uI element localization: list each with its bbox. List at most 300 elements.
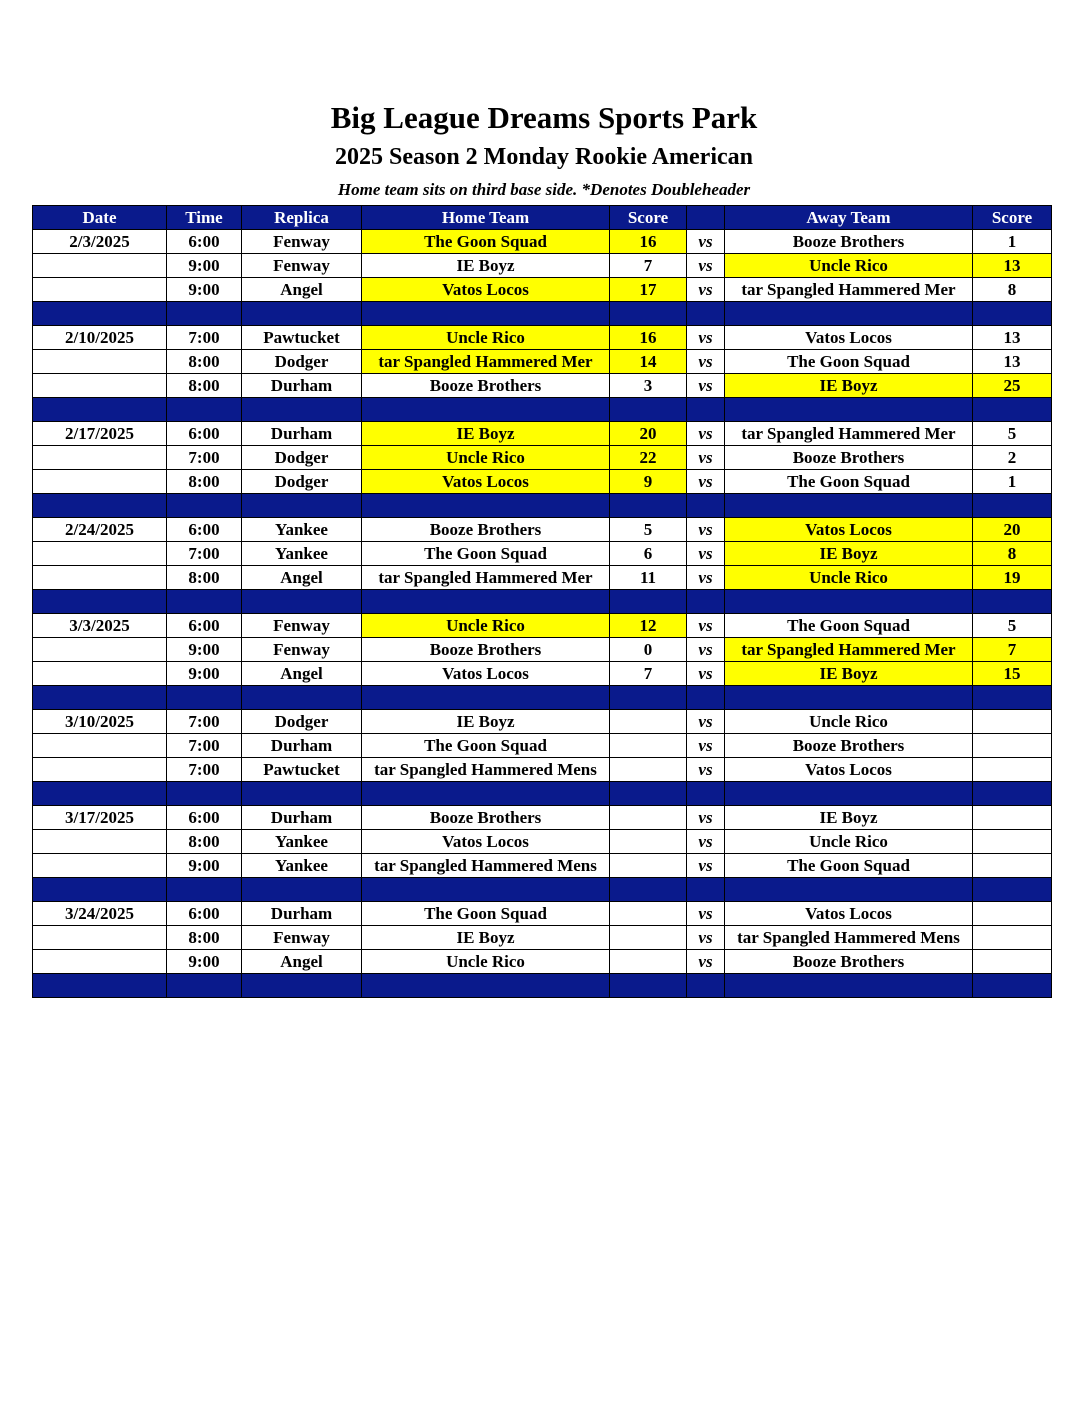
time-cell: 6:00 xyxy=(167,806,242,830)
game-row xyxy=(33,710,1052,734)
home-team-cell: Uncle Rico xyxy=(362,446,610,470)
separator-cell xyxy=(362,974,610,998)
separator-cell xyxy=(167,590,242,614)
separator-cell xyxy=(242,974,362,998)
date-cell xyxy=(33,734,167,758)
vs-cell: vs xyxy=(687,230,725,254)
separator-cell xyxy=(973,398,1052,422)
date-cell xyxy=(33,854,167,878)
game-row xyxy=(33,854,1052,878)
replica-cell: Yankee xyxy=(242,854,362,878)
away-team-cell: tar Spangled Hammered Mer xyxy=(725,422,973,446)
away-score-cell xyxy=(973,902,1052,926)
separator-cell xyxy=(973,590,1052,614)
away-team-cell: Uncle Rico xyxy=(725,710,973,734)
away-score-cell: 19 xyxy=(973,566,1052,590)
separator-cell xyxy=(973,494,1052,518)
separator-cell xyxy=(33,302,167,326)
replica-cell: Yankee xyxy=(242,542,362,566)
home-score-cell: 5 xyxy=(610,518,687,542)
separator-cell xyxy=(687,974,725,998)
away-team-cell: Vatos Locos xyxy=(725,902,973,926)
week-separator-row xyxy=(33,974,1052,998)
home-score-cell: 20 xyxy=(610,422,687,446)
separator-cell xyxy=(362,398,610,422)
game-row xyxy=(33,446,1052,470)
time-cell: 7:00 xyxy=(167,446,242,470)
away-team-cell: Uncle Rico xyxy=(725,254,973,278)
vs-cell: vs xyxy=(687,710,725,734)
separator-cell xyxy=(167,686,242,710)
game-row xyxy=(33,230,1052,254)
separator-cell xyxy=(687,494,725,518)
vs-cell: vs xyxy=(687,254,725,278)
away-score-cell: 5 xyxy=(973,614,1052,638)
game-row xyxy=(33,662,1052,686)
replica-cell: Dodger xyxy=(242,470,362,494)
separator-cell xyxy=(362,590,610,614)
separator-cell xyxy=(242,686,362,710)
date-cell xyxy=(33,446,167,470)
away-team-cell: Vatos Locos xyxy=(725,518,973,542)
date-cell xyxy=(33,758,167,782)
vs-cell: vs xyxy=(687,446,725,470)
date-cell: 2/17/2025 xyxy=(33,422,167,446)
away-score-cell: 25 xyxy=(973,374,1052,398)
away-team-cell: Uncle Rico xyxy=(725,830,973,854)
time-cell: 9:00 xyxy=(167,638,242,662)
time-cell: 7:00 xyxy=(167,710,242,734)
home-team-cell: tar Spangled Hammered Mer xyxy=(362,350,610,374)
game-row xyxy=(33,926,1052,950)
vs-cell: vs xyxy=(687,734,725,758)
separator-cell xyxy=(242,590,362,614)
home-team-cell: Uncle Rico xyxy=(362,326,610,350)
game-row xyxy=(33,758,1052,782)
column-header-home-score: Score xyxy=(610,206,687,230)
week-separator-row xyxy=(33,782,1052,806)
separator-cell xyxy=(610,686,687,710)
home-score-cell: 17 xyxy=(610,278,687,302)
time-cell: 6:00 xyxy=(167,230,242,254)
away-score-cell xyxy=(973,926,1052,950)
separator-cell xyxy=(610,878,687,902)
date-cell: 2/3/2025 xyxy=(33,230,167,254)
separator-cell xyxy=(687,302,725,326)
separator-cell xyxy=(973,686,1052,710)
replica-cell: Angel xyxy=(242,566,362,590)
time-cell: 9:00 xyxy=(167,278,242,302)
home-score-cell xyxy=(610,902,687,926)
separator-cell xyxy=(33,398,167,422)
vs-cell: vs xyxy=(687,374,725,398)
date-cell xyxy=(33,830,167,854)
date-cell: 3/24/2025 xyxy=(33,902,167,926)
away-team-cell: Booze Brothers xyxy=(725,734,973,758)
away-team-cell: IE Boyz xyxy=(725,806,973,830)
replica-cell: Durham xyxy=(242,734,362,758)
away-score-cell: 1 xyxy=(973,470,1052,494)
schedule-table xyxy=(32,205,1052,998)
home-team-cell: The Goon Squad xyxy=(362,902,610,926)
replica-cell: Fenway xyxy=(242,230,362,254)
date-cell xyxy=(33,950,167,974)
home-score-cell: 16 xyxy=(610,230,687,254)
game-row xyxy=(33,470,1052,494)
time-cell: 6:00 xyxy=(167,518,242,542)
home-score-cell: 0 xyxy=(610,638,687,662)
game-row xyxy=(33,278,1052,302)
replica-cell: Dodger xyxy=(242,710,362,734)
vs-cell: vs xyxy=(687,542,725,566)
separator-cell xyxy=(167,782,242,806)
column-header-date: Date xyxy=(33,206,167,230)
home-score-cell: 6 xyxy=(610,542,687,566)
week-separator-row xyxy=(33,494,1052,518)
home-score-cell xyxy=(610,734,687,758)
home-team-cell: Vatos Locos xyxy=(362,830,610,854)
date-cell xyxy=(33,566,167,590)
column-header-time: Time xyxy=(167,206,242,230)
away-team-cell: IE Boyz xyxy=(725,374,973,398)
home-score-cell xyxy=(610,830,687,854)
time-cell: 8:00 xyxy=(167,350,242,374)
home-team-cell: Vatos Locos xyxy=(362,470,610,494)
away-team-cell: The Goon Squad xyxy=(725,614,973,638)
vs-cell: vs xyxy=(687,422,725,446)
game-row xyxy=(33,422,1052,446)
away-team-cell: tar Spangled Hammered Mer xyxy=(725,278,973,302)
vs-cell: vs xyxy=(687,326,725,350)
game-row xyxy=(33,542,1052,566)
separator-cell xyxy=(167,974,242,998)
header-row xyxy=(33,206,1052,230)
home-score-cell: 16 xyxy=(610,326,687,350)
replica-cell: Durham xyxy=(242,374,362,398)
home-team-cell: Booze Brothers xyxy=(362,638,610,662)
replica-cell: Fenway xyxy=(242,254,362,278)
home-team-cell: tar Spangled Hammered Mer xyxy=(362,566,610,590)
separator-cell xyxy=(167,494,242,518)
separator-cell xyxy=(725,782,973,806)
game-row xyxy=(33,614,1052,638)
vs-cell: vs xyxy=(687,518,725,542)
time-cell: 7:00 xyxy=(167,734,242,758)
separator-cell xyxy=(362,686,610,710)
date-cell xyxy=(33,638,167,662)
time-cell: 8:00 xyxy=(167,374,242,398)
column-header-vs xyxy=(687,206,725,230)
column-header-home-team: Home Team xyxy=(362,206,610,230)
separator-cell xyxy=(725,686,973,710)
separator-cell xyxy=(725,974,973,998)
vs-cell: vs xyxy=(687,638,725,662)
time-cell: 6:00 xyxy=(167,614,242,638)
time-cell: 6:00 xyxy=(167,902,242,926)
date-cell xyxy=(33,542,167,566)
home-score-cell: 7 xyxy=(610,254,687,278)
away-team-cell: The Goon Squad xyxy=(725,854,973,878)
home-team-cell: The Goon Squad xyxy=(362,230,610,254)
home-team-cell: IE Boyz xyxy=(362,254,610,278)
vs-cell: vs xyxy=(687,758,725,782)
separator-cell xyxy=(362,782,610,806)
date-cell xyxy=(33,254,167,278)
vs-cell: vs xyxy=(687,614,725,638)
time-cell: 8:00 xyxy=(167,926,242,950)
vs-cell: vs xyxy=(687,470,725,494)
game-row xyxy=(33,374,1052,398)
separator-cell xyxy=(610,590,687,614)
separator-cell xyxy=(33,686,167,710)
home-team-cell: The Goon Squad xyxy=(362,542,610,566)
separator-cell xyxy=(973,782,1052,806)
page-subtitle: 2025 Season 2 Monday Rookie American xyxy=(334,144,753,170)
home-score-cell: 7 xyxy=(610,662,687,686)
date-cell xyxy=(33,374,167,398)
schedule-body xyxy=(33,230,1052,998)
replica-cell: Angel xyxy=(242,278,362,302)
time-cell: 6:00 xyxy=(167,422,242,446)
away-score-cell: 13 xyxy=(973,254,1052,278)
page-title: Big League Dreams Sports Park xyxy=(330,100,758,135)
separator-cell xyxy=(725,590,973,614)
replica-cell: Pawtucket xyxy=(242,326,362,350)
page-note: Home team sits on third base side. *Denotes Doubleheader xyxy=(337,180,751,199)
home-team-cell: tar Spangled Hammered Mens xyxy=(362,854,610,878)
time-cell: 8:00 xyxy=(167,566,242,590)
away-team-cell: Booze Brothers xyxy=(725,950,973,974)
time-cell: 9:00 xyxy=(167,662,242,686)
home-score-cell xyxy=(610,854,687,878)
separator-cell xyxy=(33,590,167,614)
column-header-away-score: Score xyxy=(973,206,1052,230)
home-score-cell: 3 xyxy=(610,374,687,398)
vs-cell: vs xyxy=(687,806,725,830)
home-team-cell: The Goon Squad xyxy=(362,734,610,758)
replica-cell: Yankee xyxy=(242,830,362,854)
home-team-cell: Uncle Rico xyxy=(362,614,610,638)
away-team-cell: The Goon Squad xyxy=(725,470,973,494)
week-separator-row xyxy=(33,302,1052,326)
replica-cell: Dodger xyxy=(242,446,362,470)
home-score-cell: 14 xyxy=(610,350,687,374)
away-team-cell: Uncle Rico xyxy=(725,566,973,590)
vs-cell: vs xyxy=(687,566,725,590)
vs-cell: vs xyxy=(687,950,725,974)
replica-cell: Durham xyxy=(242,902,362,926)
away-score-cell: 5 xyxy=(973,422,1052,446)
away-team-cell: Vatos Locos xyxy=(725,326,973,350)
away-score-cell xyxy=(973,806,1052,830)
vs-cell: vs xyxy=(687,662,725,686)
replica-cell: Angel xyxy=(242,950,362,974)
separator-cell xyxy=(973,974,1052,998)
away-team-cell: IE Boyz xyxy=(725,662,973,686)
vs-cell: vs xyxy=(687,830,725,854)
separator-cell xyxy=(725,878,973,902)
away-score-cell xyxy=(973,734,1052,758)
game-row xyxy=(33,950,1052,974)
separator-cell xyxy=(362,878,610,902)
home-team-cell: Booze Brothers xyxy=(362,374,610,398)
date-cell xyxy=(33,278,167,302)
replica-cell: Fenway xyxy=(242,926,362,950)
home-score-cell: 9 xyxy=(610,470,687,494)
game-row xyxy=(33,326,1052,350)
time-cell: 9:00 xyxy=(167,950,242,974)
replica-cell: Pawtucket xyxy=(242,758,362,782)
separator-cell xyxy=(687,878,725,902)
home-score-cell xyxy=(610,806,687,830)
separator-cell xyxy=(167,302,242,326)
game-row xyxy=(33,806,1052,830)
separator-cell xyxy=(610,782,687,806)
date-cell xyxy=(33,350,167,374)
replica-cell: Dodger xyxy=(242,350,362,374)
away-score-cell: 1 xyxy=(973,230,1052,254)
separator-cell xyxy=(242,398,362,422)
away-score-cell: 7 xyxy=(973,638,1052,662)
home-team-cell: IE Boyz xyxy=(362,422,610,446)
away-team-cell: The Goon Squad xyxy=(725,350,973,374)
replica-cell: Angel xyxy=(242,662,362,686)
game-row xyxy=(33,350,1052,374)
separator-cell xyxy=(725,398,973,422)
home-team-cell: Uncle Rico xyxy=(362,950,610,974)
time-cell: 9:00 xyxy=(167,254,242,278)
replica-cell: Durham xyxy=(242,806,362,830)
separator-cell xyxy=(610,974,687,998)
away-score-cell xyxy=(973,758,1052,782)
home-score-cell: 11 xyxy=(610,566,687,590)
separator-cell xyxy=(33,494,167,518)
column-header-replica: Replica xyxy=(242,206,362,230)
separator-cell xyxy=(610,398,687,422)
separator-cell xyxy=(242,494,362,518)
game-row xyxy=(33,902,1052,926)
vs-cell: vs xyxy=(687,278,725,302)
time-cell: 8:00 xyxy=(167,470,242,494)
separator-cell xyxy=(725,302,973,326)
week-separator-row xyxy=(33,398,1052,422)
week-separator-row xyxy=(33,878,1052,902)
separator-cell xyxy=(167,398,242,422)
home-score-cell xyxy=(610,926,687,950)
home-score-cell: 22 xyxy=(610,446,687,470)
week-separator-row xyxy=(33,590,1052,614)
time-cell: 7:00 xyxy=(167,326,242,350)
home-team-cell: Vatos Locos xyxy=(362,278,610,302)
time-cell: 7:00 xyxy=(167,758,242,782)
separator-cell xyxy=(725,494,973,518)
date-cell xyxy=(33,662,167,686)
vs-cell: vs xyxy=(687,854,725,878)
away-score-cell: 2 xyxy=(973,446,1052,470)
away-score-cell: 13 xyxy=(973,326,1052,350)
week-separator-row xyxy=(33,686,1052,710)
away-score-cell xyxy=(973,710,1052,734)
separator-cell xyxy=(610,302,687,326)
date-cell: 3/17/2025 xyxy=(33,806,167,830)
separator-cell xyxy=(610,494,687,518)
away-score-cell xyxy=(973,854,1052,878)
away-team-cell: Booze Brothers xyxy=(725,230,973,254)
away-team-cell: tar Spangled Hammered Mer xyxy=(725,638,973,662)
separator-cell xyxy=(362,302,610,326)
vs-cell: vs xyxy=(687,902,725,926)
separator-cell xyxy=(242,782,362,806)
separator-cell xyxy=(167,878,242,902)
separator-cell xyxy=(33,782,167,806)
separator-cell xyxy=(973,878,1052,902)
separator-cell xyxy=(242,302,362,326)
date-cell: 3/3/2025 xyxy=(33,614,167,638)
home-team-cell: Vatos Locos xyxy=(362,662,610,686)
separator-cell xyxy=(33,878,167,902)
away-team-cell: Vatos Locos xyxy=(725,758,973,782)
separator-cell xyxy=(687,398,725,422)
home-score-cell xyxy=(610,710,687,734)
away-score-cell: 8 xyxy=(973,278,1052,302)
date-cell xyxy=(33,926,167,950)
game-row xyxy=(33,830,1052,854)
away-team-cell: IE Boyz xyxy=(725,542,973,566)
date-cell xyxy=(33,470,167,494)
replica-cell: Fenway xyxy=(242,638,362,662)
away-team-cell: Booze Brothers xyxy=(725,446,973,470)
vs-cell: vs xyxy=(687,350,725,374)
game-row xyxy=(33,254,1052,278)
separator-cell xyxy=(242,878,362,902)
game-row xyxy=(33,734,1052,758)
away-score-cell: 20 xyxy=(973,518,1052,542)
home-team-cell: Booze Brothers xyxy=(362,518,610,542)
date-cell: 2/24/2025 xyxy=(33,518,167,542)
away-score-cell xyxy=(973,950,1052,974)
home-score-cell: 12 xyxy=(610,614,687,638)
home-team-cell: IE Boyz xyxy=(362,710,610,734)
column-header-away-team: Away Team xyxy=(725,206,973,230)
time-cell: 7:00 xyxy=(167,542,242,566)
away-team-cell: tar Spangled Hammered Mens xyxy=(725,926,973,950)
separator-cell xyxy=(687,686,725,710)
replica-cell: Durham xyxy=(242,422,362,446)
separator-cell xyxy=(687,590,725,614)
away-score-cell: 8 xyxy=(973,542,1052,566)
replica-cell: Fenway xyxy=(242,614,362,638)
game-row xyxy=(33,518,1052,542)
date-cell: 3/10/2025 xyxy=(33,710,167,734)
home-team-cell: Booze Brothers xyxy=(362,806,610,830)
replica-cell: Yankee xyxy=(242,518,362,542)
vs-cell: vs xyxy=(687,926,725,950)
away-score-cell xyxy=(973,830,1052,854)
separator-cell xyxy=(973,302,1052,326)
game-row xyxy=(33,566,1052,590)
away-score-cell: 15 xyxy=(973,662,1052,686)
time-cell: 8:00 xyxy=(167,830,242,854)
home-score-cell xyxy=(610,950,687,974)
home-team-cell: IE Boyz xyxy=(362,926,610,950)
away-score-cell: 13 xyxy=(973,350,1052,374)
separator-cell xyxy=(362,494,610,518)
date-cell: 2/10/2025 xyxy=(33,326,167,350)
home-team-cell: tar Spangled Hammered Mens xyxy=(362,758,610,782)
home-score-cell xyxy=(610,758,687,782)
separator-cell xyxy=(33,974,167,998)
game-row xyxy=(33,638,1052,662)
